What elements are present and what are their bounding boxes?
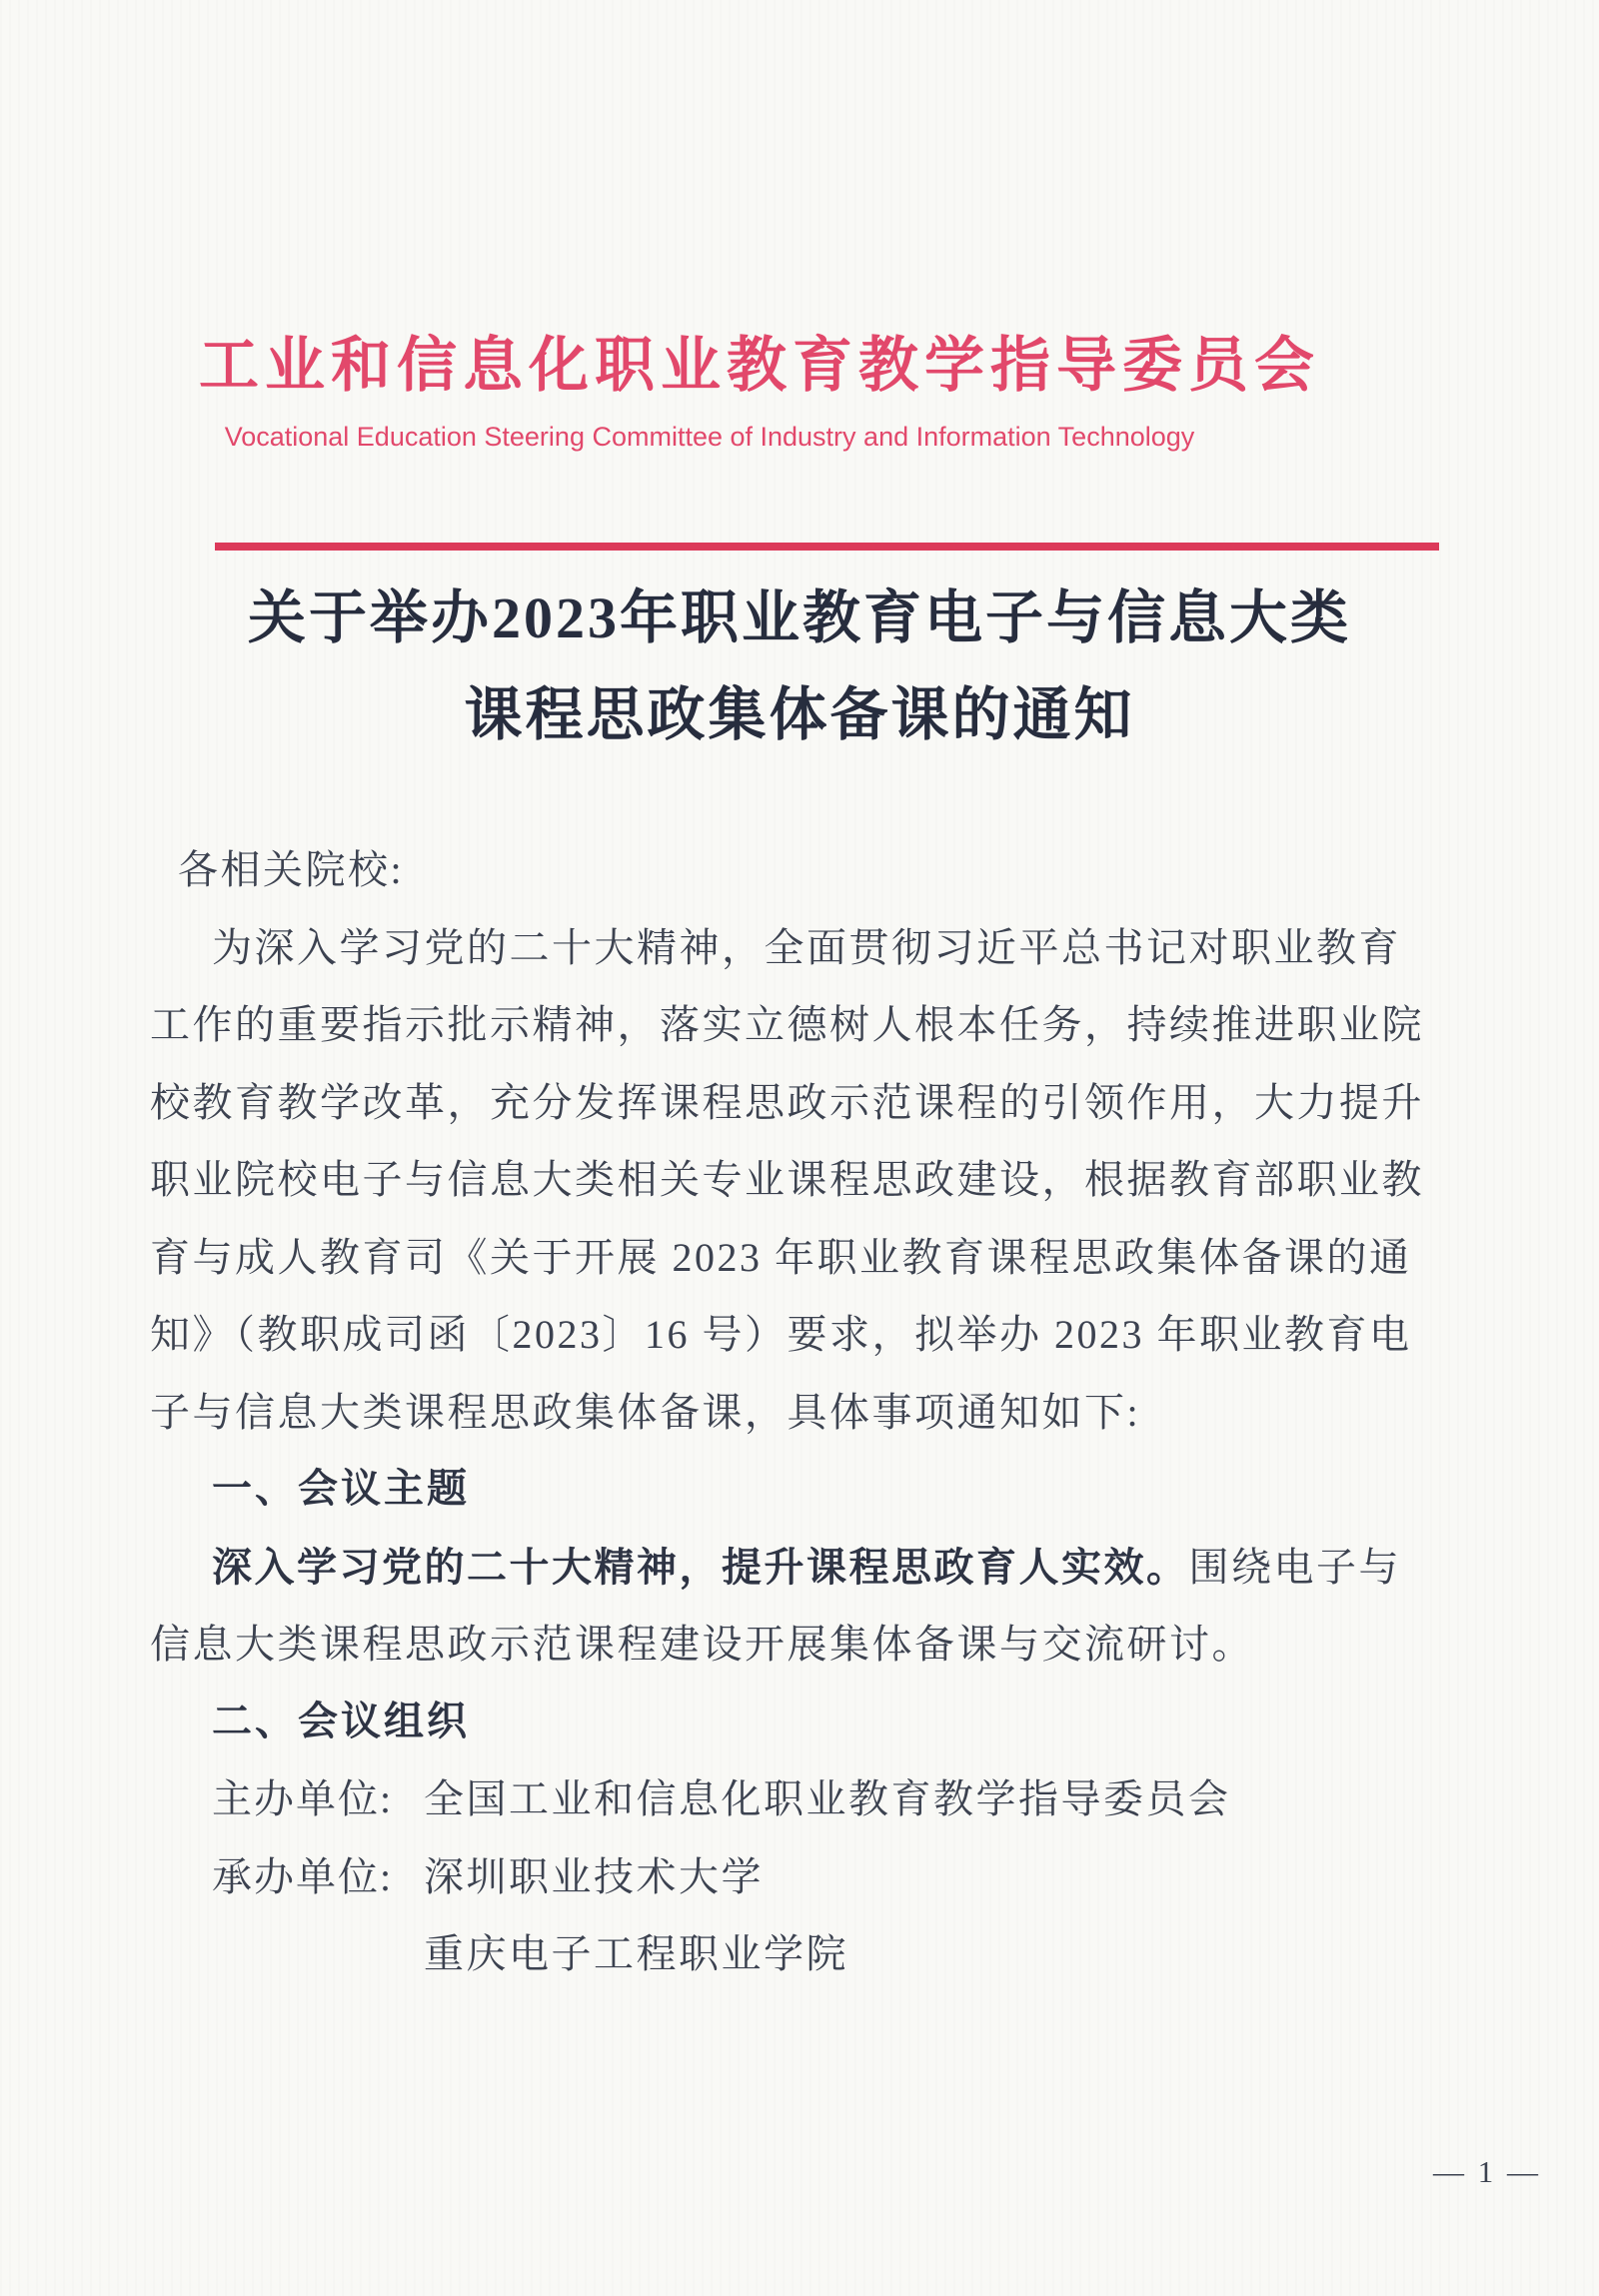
paragraph-line: 育与成人教育司《关于开展 2023 年职业教育课程思政集体备课的通	[150, 1234, 1412, 1280]
document-title-line-1: 关于举办2023年职业教育电子与信息大类	[247, 585, 1351, 650]
section-1-heading: 一、会议主题	[212, 1467, 470, 1511]
theme-line-2: 信息大类课程思政示范课程建设开展集体备课与交流研讨。	[150, 1622, 1254, 1667]
theme-rest-text: 围绕电子与	[1188, 1544, 1401, 1590]
paragraph-line: 校教育教学改革，充分发挥课程思政示范课程的引领作用，大力提升	[150, 1079, 1424, 1125]
theme-line-1	[150, 1529, 1549, 1607]
organizer-unit-value-1: 深圳职业技术大学	[424, 1853, 764, 1899]
paragraph-line: 为深入学习党的二十大精神，全面贯彻习近平总书记对职业教育	[212, 924, 1401, 970]
organizer-unit-label: 承办单位:	[212, 1853, 394, 1899]
page-number: — 1 —	[1433, 2154, 1541, 2189]
paragraph-line: 子与信息大类课程思政集体备课，具体事项通知如下:	[150, 1389, 1141, 1435]
organizer-unit-value-2: 重庆电子工程职业学院	[424, 1931, 848, 1976]
document-body	[150, 831, 1549, 1993]
host-unit-line	[150, 1760, 1549, 1838]
salutation: 各相关院校:	[178, 847, 405, 892]
org-name-en: Vocational Education Steering Committee of Industry and Information Technology	[224, 422, 1195, 452]
theme-bold-text: 深入学习党的二十大精神，提升课程思政育人实效。	[212, 1545, 1189, 1590]
section-2-heading: 二、会议组织	[212, 1699, 470, 1743]
host-unit-label: 主办单位:	[212, 1776, 394, 1821]
document-title-line-2: 课程思政集体备课的通知	[464, 682, 1135, 747]
document-title	[150, 570, 1449, 763]
host-unit-value: 全国工业和信息化职业教育教学指导委员会	[424, 1776, 1231, 1821]
paragraph-line: 职业院校电子与信息大类相关专业课程思政建设，根据教育部职业教	[150, 1157, 1424, 1202]
red-divider-line	[215, 543, 1439, 551]
organizer-unit-line	[150, 1838, 1549, 1916]
org-name-cn: 工业和信息化职业教育教学指导委员会	[199, 333, 1320, 399]
paragraph-line: 工作的重要指示批示精神，落实立德树人根本任务，持续推进职业院	[150, 1002, 1424, 1047]
paragraph-line: 知》（教职成司函〔2023〕16 号）要求，拟举办 2023 年职业教育电	[150, 1312, 1412, 1357]
